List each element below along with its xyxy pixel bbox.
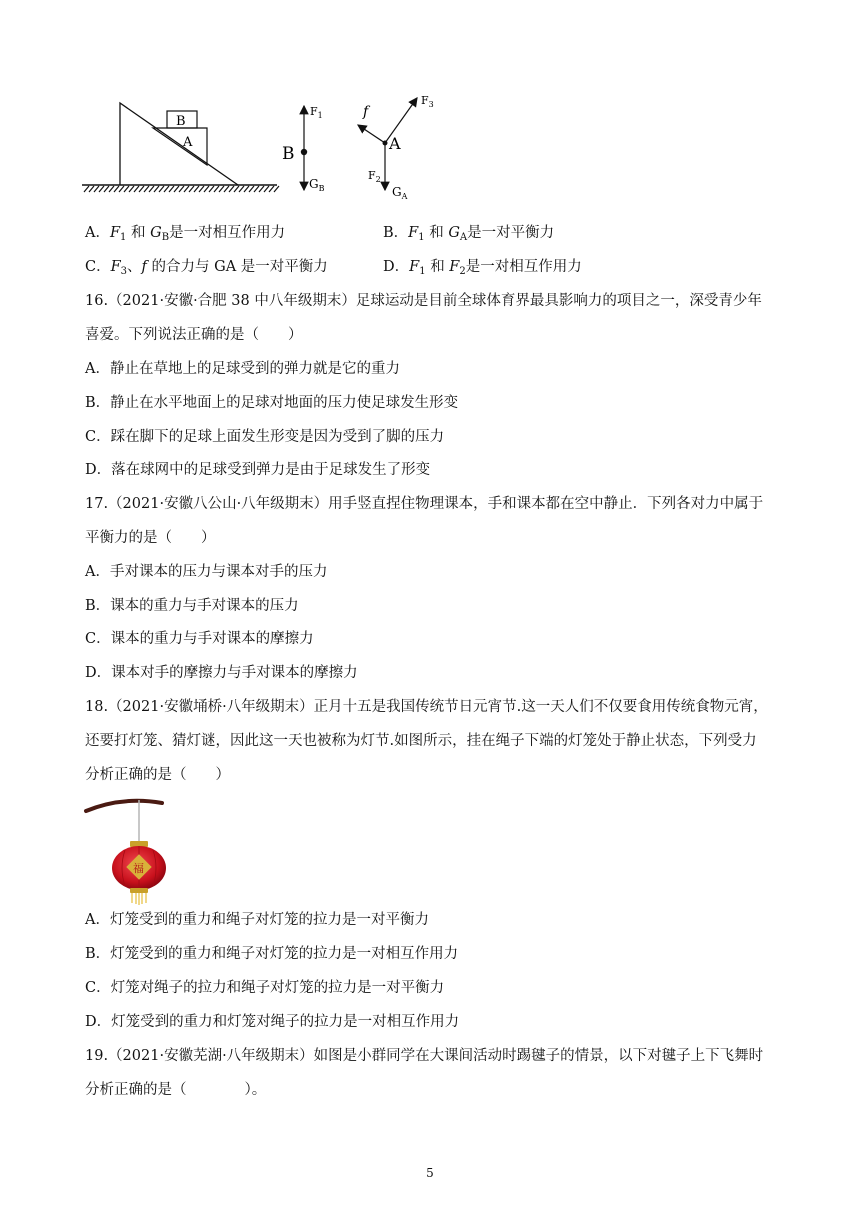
q15-option-a[interactable]: A．$F_1$ 和 $G_B$是一对相互作用力 [85, 225, 286, 243]
q17-option-d[interactable]: D．课本对手的摩擦力与手对课本的摩擦力 [85, 665, 358, 681]
q18-stem-line1: 18.（2021·安徽埇桥·八年级期末）正月十五是我国传统节日元宵节.这一天人们不仅要食用传统食物元宵， [85, 699, 768, 715]
f2-label: $F_2$ [368, 169, 381, 184]
q17-option-c[interactable]: C．课本的重力与手对课本的摩擦力 [85, 631, 314, 647]
point-a-label: A [389, 134, 401, 153]
q19-stem-line1: 19.（2021·安徽芜湖·八年级期末）如图是小群同学在大课间活动时踢毽子的情景，以下对毽子上下飞舞时 [85, 1048, 764, 1064]
q18-option-c[interactable]: C．灯笼对绳子的拉力和绳子对灯笼的拉力是一对平衡力 [85, 980, 445, 996]
lantern-fu-char: 福 [133, 862, 144, 875]
q16-option-b[interactable]: B．静止在水平地面上的足球对地面的压力使足球发生形变 [85, 395, 459, 411]
page-number: 5 [426, 1166, 434, 1180]
block-a [153, 128, 207, 165]
q16-stem-line2: 喜爱。下列说法正确的是（ ） [85, 327, 303, 343]
block-a-label: A [183, 135, 193, 150]
q15-option-c[interactable]: C．$F_3$、f 的合力与 GA 是一对平衡力 [85, 259, 328, 277]
q17-option-a[interactable]: A．手对课本的压力与课本对手的压力 [85, 564, 328, 580]
q18-stem-line3: 分析正确的是（ ） [85, 767, 230, 783]
q18-stem-line2: 还要打灯笼、猜灯谜，因此这一天也被称为灯节.如图所示，挂在绳子下端的灯笼处于静止状态，下列受力 [85, 733, 757, 749]
q19-stem-line2: 分析正确的是（ ）。 [85, 1082, 267, 1098]
q17-stem-line2: 平衡力的是（ ） [85, 530, 216, 546]
f3-label: $F_3$ [421, 94, 434, 109]
point-b-label: B [282, 144, 295, 164]
gb-label: $G_B$ [309, 177, 325, 193]
q18-option-b[interactable]: B．灯笼受到的重力和绳子对灯笼的拉力是一对相互作用力 [85, 946, 459, 962]
q18-option-d[interactable]: D．灯笼受到的重力和灯笼对绳子的拉力是一对相互作用力 [85, 1014, 460, 1030]
q16-option-c[interactable]: C．踩在脚下的足球上面发生形变是因为受到了脚的压力 [85, 429, 445, 445]
q16-option-a[interactable]: A．静止在草地上的足球受到的弹力就是它的重力 [85, 361, 400, 377]
block-b-label: B [176, 114, 186, 129]
q15-option-d[interactable]: D．$F_1$ 和 $F_2$是一对相互作用力 [383, 259, 582, 277]
f1-label: $F_1$ [310, 105, 323, 120]
point-b [301, 149, 307, 155]
q18-option-a[interactable]: A．灯笼受到的重力和绳子对灯笼的拉力是一对平衡力 [85, 912, 429, 928]
f-arrow [358, 125, 385, 143]
point-a [383, 141, 388, 146]
q15-option-b[interactable]: B．$F_1$ 和 $G_A$是一对平衡力 [383, 225, 555, 243]
lantern-image [82, 795, 172, 905]
f-label: f [363, 104, 369, 120]
incline-force-diagram [0, 0, 860, 210]
q16-stem-line1: 16.（2021·安徽·合肥 38 中八年级期末）足球运动是目前全球体育界最具影响力的项目之一，深受青少年 [85, 293, 762, 309]
q17-option-b[interactable]: B．课本的重力与手对课本的压力 [85, 598, 299, 614]
ground-hatching [82, 185, 279, 192]
ga-label: $G_A$ [392, 185, 408, 201]
q17-stem-line1: 17.（2021·安徽八公山·八年级期末）用手竖直捏住物理课本，手和课本都在空中静止．下列各对力中属于 [85, 496, 764, 512]
q16-option-d[interactable]: D．落在球网中的足球受到弹力是由于足球发生了形变 [85, 462, 431, 478]
